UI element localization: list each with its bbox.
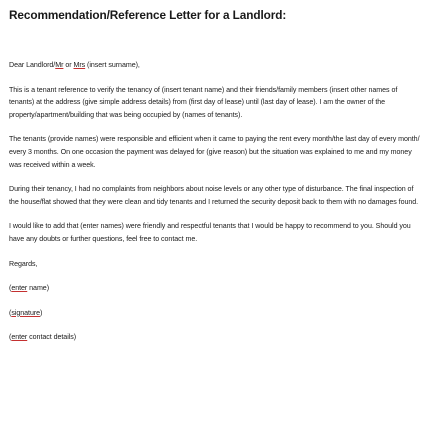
contact-rest: contact details) bbox=[27, 333, 77, 342]
enter-name-word: enter bbox=[11, 284, 28, 293]
salutation-mr: Mr bbox=[55, 61, 64, 69]
enter-name-rest: name) bbox=[27, 284, 50, 293]
salutation-suffix: (insert surname), bbox=[85, 61, 140, 69]
paragraph-rent: The tenants (provide names) were responsible and efficient when it came to paying the rent every month/the last day of every month/ every 3 months. On one occasion the payment was delayed for (give reason) but the situation was explained to me and my money was received within a week. bbox=[9, 135, 420, 169]
contact-open: ( bbox=[9, 333, 12, 342]
salutation bbox=[9, 59, 420, 72]
signature-line bbox=[9, 307, 420, 320]
signature-close: ) bbox=[40, 308, 43, 317]
paragraph-conduct: During their tenancy, I had no complaints from neighbors about noise levels or any other type of disturbance. The final inspection of the house/flat showed that they were clean and tidy tenants and I returned the security deposit back to them with no damages found. bbox=[9, 185, 419, 206]
contact-word: enter bbox=[11, 333, 28, 342]
closing: Regards, bbox=[9, 259, 38, 268]
signature-open: ( bbox=[9, 308, 12, 317]
salutation-or: or bbox=[63, 61, 74, 69]
paragraph-tenancy: This is a tenant reference to verify the tenancy of (insert tenant name) and their friends/family members (insert other names of tenants) at the address (give simple address details) from (first day of lease) until (last day of lease). I am the owner of the property/apartment/building that was being occupied by (names of tenants). bbox=[9, 85, 398, 119]
paragraph-recommendation: I would like to add that (enter names) were friendly and respectful tenants that I would be happy to recommend to you. Should you have any doubts or further questions, feel free to contact me. bbox=[9, 222, 411, 243]
enter-name-line bbox=[9, 282, 420, 295]
enter-name-open: ( bbox=[9, 284, 12, 293]
contact-line bbox=[9, 331, 420, 344]
letter-title: Recommendation/Reference Letter for a Landlord: bbox=[9, 8, 287, 22]
signature-word: signature bbox=[11, 308, 41, 317]
letter-body bbox=[9, 59, 420, 344]
salutation-prefix: Dear Landlord/ bbox=[9, 61, 56, 69]
salutation-mrs: Mrs bbox=[73, 61, 86, 69]
